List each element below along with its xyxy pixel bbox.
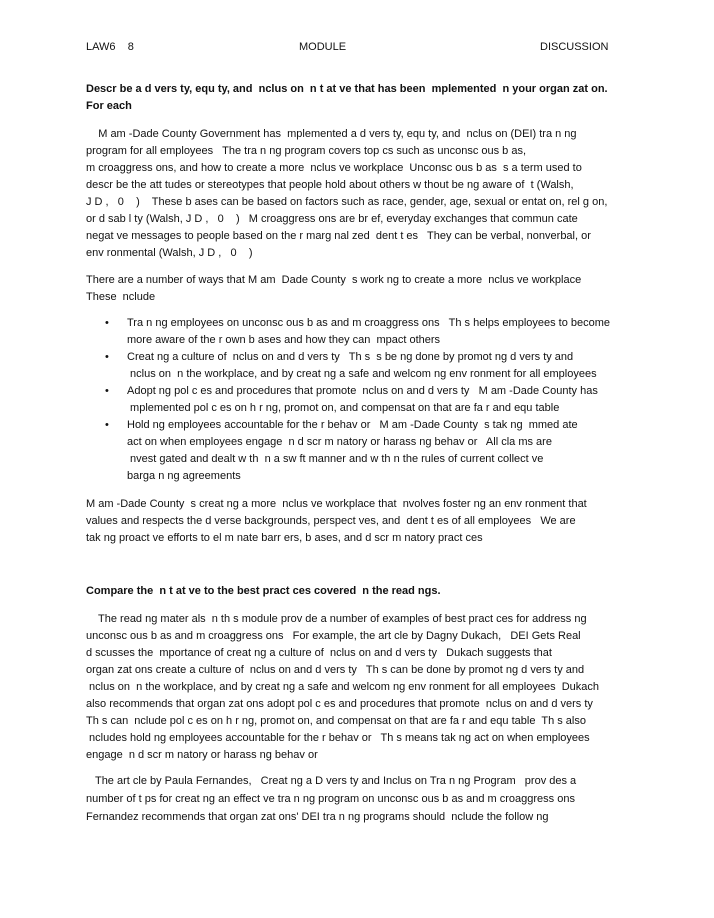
paragraph-line: number of t ps for creat ng an effect ve tra n ng program on unconsc ous b as and m croaggress ons	[86, 793, 575, 805]
bullet-line: Hold ng employees accountable for the r behav or M am -Dade County s tak ng mmed ate	[127, 419, 578, 431]
paragraph-line: The art cle by Paula Fernandes, Creat ng a D vers ty and Inclus on Tra n ng Program prov des a	[86, 775, 577, 787]
paragraph-line: negat ve messages to people based on the r marg nal zed dent t es They can be verbal, nonverbal, or	[86, 230, 591, 242]
question-1-heading-line: For each	[86, 100, 132, 112]
bullet-dot: •	[105, 351, 109, 363]
paragraph-line: engage n d scr m natory or harass ng behav or	[86, 749, 318, 761]
question-1-heading-line: Descr be a d vers ty, equ ty, and nclus on n t at ve that has been mplemented n your organ zat on.	[86, 83, 608, 95]
header-discussion: DISCUSSION	[540, 41, 609, 53]
bullet-line: act on when employees engage n d scr m natory or harass ng behav or All cla ms are	[127, 436, 552, 448]
bullet-line: nclus on n the workplace, and by creat ng a safe and welcom ng env ronment for all employees	[127, 368, 597, 380]
paragraph-line: nclus on n the workplace, and by creat ng a safe and welcom ng env ronment for all employees Dukach	[86, 681, 600, 693]
paragraph-line: ncludes hold ng employees accountable for the r behav or Th s means tak ng act on when employees	[86, 732, 590, 744]
bullet-dot: •	[105, 385, 109, 397]
paragraph-line: m croaggress ons, and how to create a more nclus ve workplace Unconsc ous b as s a term used to	[86, 162, 582, 174]
question-2-heading: Compare the n t at ve to the best pract ces covered n the read ngs.	[86, 585, 441, 597]
paragraph-line: descr be the att tudes or stereotypes that people hold about others w thout be ng aware of t (Walsh,	[86, 179, 574, 191]
header-course-code: LAW6 8	[86, 41, 134, 53]
paragraph-line: or d sab l ty (Walsh, J D , 0 ) M croaggress ons are br ef, everyday exchanges that commun cate	[86, 213, 578, 225]
bullet-line: nvest gated and dealt w th n a sw ft manner and w th n the rules of current collect ve	[127, 453, 544, 465]
bullet-dot: •	[105, 317, 109, 329]
bullet-line: Tra n ng employees on unconsc ous b as and m croaggress ons Th s helps employees to become	[127, 317, 611, 329]
bullet-line: more aware of the r own b ases and how they can mpact others	[127, 334, 441, 346]
paragraph-line: program for all employees The tra n ng program covers top cs such as unconsc ous b as,	[86, 145, 527, 157]
bullet-line: Adopt ng pol c es and procedures that promote nclus on and d vers ty M am -Dade County has	[127, 385, 598, 397]
paragraph-line: organ zat ons create a culture of nclus on and d vers ty Th s can be done by promot ng d vers ty and	[86, 664, 585, 676]
paragraph-line: tak ng proact ve efforts to el m nate barr ers, b ases, and d scr m natory pract ces	[86, 532, 483, 544]
paragraph-line: also recommends that organ zat ons adopt pol c es and procedures that promote nclus on and d vers ty	[86, 698, 593, 710]
paragraph-line: Fernandez recommends that organ zat ons' DEI tra n ng programs should nclude the follow ng	[86, 811, 549, 823]
paragraph-line: d scusses the mportance of creat ng a culture of nclus on and d vers ty Dukach suggests that	[86, 647, 552, 659]
paragraph-line: M am -Dade County s creat ng a more nclus ve workplace that nvolves foster ng an env ronment that	[86, 498, 587, 510]
header-module: MODULE	[299, 41, 347, 53]
paragraph-line: values and respects the d verse backgrounds, perspect ves, and dent t es of all employees We are	[86, 515, 576, 527]
paragraph-line: Th s can nclude pol c es on h r ng, promot on, and compensat on that are fa r and equ table Th s also	[86, 715, 586, 727]
paragraph-line: These nclude	[86, 291, 156, 303]
bullet-line: barga n ng agreements	[127, 470, 241, 482]
bullet-line: Creat ng a culture of nclus on and d vers ty Th s s be ng done by promot ng d vers ty and	[127, 351, 574, 363]
paragraph-line: J D , 0 ) These b ases can be based on factors such as race, gender, age, sexual or entat on, rel g on,	[86, 196, 608, 208]
paragraph-line: There are a number of ways that M am Dade County s work ng to create a more nclus ve workplace	[86, 274, 582, 286]
paragraph-line: M am -Dade County Government has mplemented a d vers ty, equ ty, and nclus on (DEI) tra n ng	[86, 128, 577, 140]
bullet-dot: •	[105, 419, 109, 431]
bullet-line: mplemented pol c es on h r ng, promot on, and compensat on that are fa r and equ table	[127, 402, 560, 414]
paragraph-line: env ronmental (Walsh, J D , 0 )	[86, 247, 253, 259]
paragraph-line: The read ng mater als n th s module prov de a number of examples of best pract ces for address ng	[86, 613, 587, 625]
paragraph-line: unconsc ous b as and m croaggress ons For example, the art cle by Dagny Dukach, DEI Gets Real	[86, 630, 581, 642]
